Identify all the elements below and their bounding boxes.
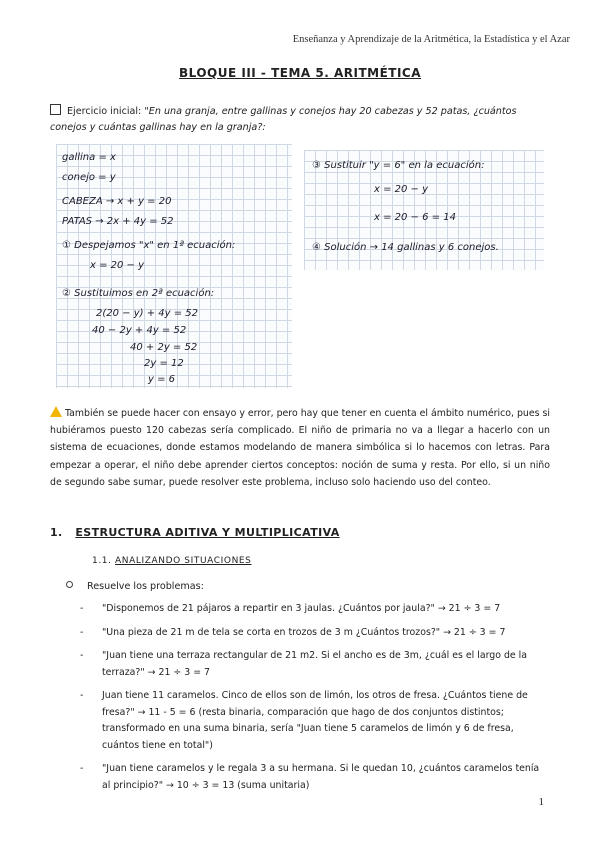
- problem-list: [80, 601, 550, 801]
- section-number: 1.: [50, 526, 63, 539]
- subsection-heading: [92, 556, 252, 566]
- hw-line: ① Despejamos "x" en 1ª ecuación:: [62, 240, 236, 251]
- section-title: ESTRUCTURA ADITIVA Y MULTIPLICATIVA: [75, 526, 340, 539]
- bullet-item: [66, 581, 204, 592]
- hw-line: ② Sustituimos en 2ª ecuación:: [62, 288, 215, 299]
- hw-line: x = 20 − y: [90, 260, 145, 271]
- list-item: - "Juan tiene una terraza rectangular de 21 m2. Si el ancho es de 3m, ¿cuál es el largo de la terraza?" → 21 ÷ 3 = 7: [80, 650, 528, 678]
- list-item: - "Una pieza de 21 m de tela se corta en trozos de 3 m ¿Cuántos trozos?" → 21 ÷ 3 = 7: [80, 626, 506, 638]
- checkbox-icon: [50, 104, 61, 115]
- exercise-text: "En una granja, entre gallinas y conejos hay 20 cabezas y 52 patas, ¿cuántos conejos y cuántas gallinas hay en la granja?:: [50, 106, 517, 133]
- problem-text: "Una pieza de 21 m de tela se corta en trozos de 3 m ¿Cuántos trozos?" → 21 ÷ 3 = 7: [102, 626, 506, 638]
- subsection-title: ANALIZANDO SITUACIONES: [115, 556, 252, 566]
- bullet-circle-icon: [66, 581, 73, 588]
- warning-note: [50, 405, 550, 491]
- hw-line: 40 + 2y = 52: [130, 342, 198, 353]
- handwritten-solution-right: [304, 150, 544, 270]
- hw-line: 2y = 12: [144, 358, 184, 369]
- page-number: 1: [538, 796, 544, 808]
- hw-line: ③ Sustituir "y = 6" en la ecuación:: [312, 160, 485, 171]
- subsection-number: 1.1.: [92, 556, 112, 566]
- hw-line: ④ Solución → 14 gallinas y 6 conejos.: [312, 242, 499, 253]
- page-title: BLOQUE III - TEMA 5. ARITMÉTICA: [178, 66, 422, 80]
- hw-line: CABEZA → x + y = 20: [62, 196, 172, 207]
- warning-icon: [50, 406, 62, 417]
- problem-text: Juan tiene 11 caramelos. Cinco de ellos son de limón, los otros de fresa. ¿Cuántos tiene de fresa?" → 11 - 5 = 6 (resta binaria, comparación que hago de dos conjuntos distintos; transformado en una suma binaria, sería "Juan tiene 5 caramelos de limón y 6 de fresa, cuántos tiene en total"): [102, 690, 528, 751]
- section-heading: [50, 526, 340, 539]
- hw-line: x = 20 − 6 = 14: [374, 212, 456, 223]
- hw-line: 2(20 − y) + 4y = 52: [96, 308, 199, 319]
- list-item: - Juan tiene 11 caramelos. Cinco de ellos son de limón, los otros de fresa. ¿Cuántos tiene de fresa?" → 11 - 5 = 6 (resta binaria, comparación que hago de dos conjuntos distintos; transformado en una suma binaria, sería "Juan tiene 5 caramelos de limón y 6 de fresa, cuántos tiene en total"): [80, 690, 528, 751]
- list-item: - "Juan tiene caramelos y le regala 3 a su hermana. Si le quedan 10, ¿cuántos caramelos tenía al principio?" → 10 ÷ 3 = 13 (suma unitaria): [80, 763, 540, 791]
- hw-line: 40 − 2y + 4y = 52: [92, 325, 187, 336]
- hw-line: y = 6: [148, 374, 176, 385]
- hw-line: PATAS → 2x + 4y = 52: [62, 216, 174, 227]
- running-header: Enseñanza y Aprendizaje de la Aritmética, la Estadística y el Azar: [292, 34, 570, 45]
- hw-line: x = 20 − y: [374, 184, 429, 195]
- exercise-label: Ejercicio inicial:: [67, 106, 142, 117]
- hw-line: gallina = x: [62, 152, 116, 163]
- handwritten-solution-left: [56, 144, 292, 388]
- exercise-statement: [50, 104, 550, 136]
- problem-text: "Juan tiene caramelos y le regala 3 a su hermana. Si le quedan 10, ¿cuántos caramelos tenía al principio?" → 10 ÷ 3 = 13 (suma unitaria): [102, 763, 540, 791]
- bullet-text: Resuelve los problemas:: [87, 581, 204, 592]
- problem-text: "Juan tiene una terraza rectangular de 21 m2. Si el ancho es de 3m, ¿cuál es el largo de la terraza?" → 21 ÷ 3 = 7: [102, 650, 528, 678]
- list-item: - "Disponemos de 21 pájaros a repartir en 3 jaulas. ¿Cuántos por jaula?" → 21 ÷ 3 = 7: [80, 603, 501, 614]
- note-text: También se puede hacer con ensayo y error, pero hay que tener en cuenta el ámbito numérico, pues si hubiéramos puesto 120 cabezas sería complicado. El niño de primaria no va a llegar a hacerlo con un sistema de ecuaciones, donde estamos modelando de manera simbólica si lo hacemos con letras. Para empezar a operar, el niño debe aprender ciertos conceptos: noción de suma y resta. Por ello, si un niño de segundo sabe sumar, puede resolver este problema, incluso solo haciendo uso del conteo.: [50, 408, 550, 488]
- problem-text: "Disponemos de 21 pájaros a repartir en 3 jaulas. ¿Cuántos por jaula?" → 21 ÷ 3 = 7: [102, 603, 501, 614]
- hw-line: conejo = y: [62, 172, 116, 183]
